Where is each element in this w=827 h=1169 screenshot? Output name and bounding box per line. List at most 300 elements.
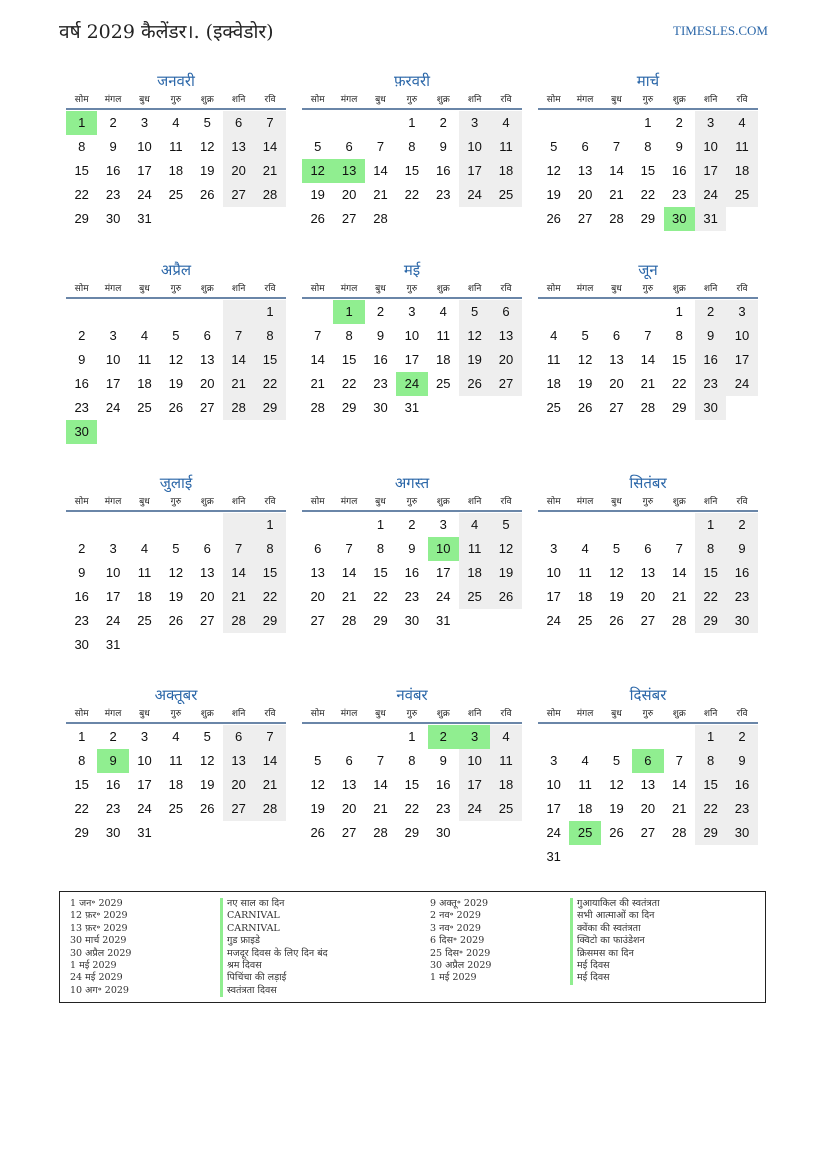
- day-cell: 12: [546, 163, 561, 178]
- weekday-label: शनि: [703, 284, 718, 294]
- day-cell: 12: [168, 352, 184, 367]
- day-grid: [302, 725, 522, 845]
- holiday-day: 25: [569, 821, 600, 845]
- empty-cell: [365, 111, 396, 135]
- weekday-label: शुक्र: [200, 497, 214, 507]
- weekday-label: शनि: [703, 95, 718, 105]
- holiday-day: 24: [396, 372, 427, 396]
- weekday-label: शुक्र: [672, 709, 686, 719]
- day-cell: 27: [609, 400, 624, 415]
- day-cell: 16: [695, 348, 726, 372]
- day-cell: 2: [675, 115, 683, 130]
- legend-entry: मजदूर दिवस के लिए दिन बंद: [220, 948, 328, 960]
- legend-entry: 1 मई 2029: [70, 959, 117, 971]
- day-cell: 14: [373, 777, 388, 792]
- day-cell: 25: [137, 400, 152, 415]
- day-cell: 19: [609, 801, 624, 816]
- day-cell: 8: [78, 139, 86, 154]
- month-calendar: [538, 684, 758, 869]
- day-cell: 17: [546, 801, 561, 816]
- day-cell: 16: [436, 163, 451, 178]
- day-cell: 20: [200, 376, 215, 391]
- legend-entry: 6 दिस॰ 2029: [430, 935, 485, 947]
- day-cell: 7: [675, 753, 683, 768]
- day-cell: 10: [105, 352, 121, 367]
- day-cell: 2: [78, 541, 86, 556]
- day-cell: 10: [404, 328, 420, 343]
- day-grid: [538, 300, 758, 420]
- month-name: दिसंबर: [629, 686, 667, 704]
- day-cell: 4: [140, 541, 149, 556]
- day-cell: 7: [376, 753, 385, 768]
- empty-cell: [632, 300, 663, 324]
- weekday-label: शुक्र: [672, 284, 686, 294]
- day-grid: [538, 111, 758, 231]
- day-cell: 3: [550, 753, 558, 768]
- day-cell: 7: [223, 537, 254, 561]
- weekday-label: गुरु: [406, 497, 418, 507]
- day-cell: 13: [640, 777, 656, 792]
- day-cell: 5: [459, 300, 490, 324]
- day-cell: 28: [254, 797, 285, 821]
- day-cell: 27: [640, 825, 656, 840]
- day-cell: 29: [254, 609, 285, 633]
- month-name: जून: [638, 261, 658, 279]
- day-cell: 30: [726, 821, 757, 845]
- day-cell: 29: [404, 825, 420, 840]
- day-cell: 17: [436, 565, 451, 580]
- day-cell: 8: [254, 324, 285, 348]
- empty-cell: [664, 513, 695, 537]
- day-cell: 30: [74, 637, 89, 652]
- empty-cell: [160, 300, 191, 324]
- day-cell: 2: [408, 517, 416, 532]
- holiday-day: 30: [664, 207, 695, 231]
- day-cell: 16: [74, 589, 89, 604]
- legend-entry: क्रिसमस का दिन: [570, 948, 660, 960]
- weekday-label: सोम: [74, 497, 89, 507]
- day-cell: 4: [439, 304, 447, 319]
- month-calendar: [302, 70, 522, 231]
- day-cell: 19: [310, 801, 325, 816]
- day-cell: 29: [74, 211, 89, 226]
- day-cell: 4: [726, 111, 757, 135]
- day-cell: 7: [675, 541, 683, 556]
- day-cell: 15: [254, 348, 285, 372]
- day-cell: 26: [546, 211, 561, 226]
- day-cell: 14: [609, 163, 624, 178]
- legend-right-dates: [430, 898, 491, 985]
- day-cell: 22: [672, 376, 687, 391]
- weekday-label: सोम: [546, 284, 561, 294]
- weekday-label: सोम: [310, 284, 325, 294]
- weekday-header: [538, 281, 758, 299]
- day-cell: 14: [341, 565, 357, 580]
- weekday-label: शुक्र: [200, 709, 214, 719]
- day-cell: 15: [373, 565, 388, 580]
- day-cell: 21: [373, 801, 388, 816]
- weekday-header: [302, 281, 522, 299]
- empty-cell: [569, 725, 600, 749]
- day-cell: 3: [726, 300, 757, 324]
- day-cell: 28: [373, 211, 388, 226]
- legend-entry: 25 दिस॰ 2029: [430, 947, 491, 959]
- weekday-label: बुध: [375, 497, 386, 507]
- day-cell: 5: [612, 541, 621, 556]
- day-cell: 13: [341, 777, 357, 792]
- day-cell: 26: [609, 613, 624, 628]
- weekday-label: शनि: [231, 284, 246, 294]
- empty-cell: [192, 513, 223, 537]
- day-cell: 24: [459, 797, 490, 821]
- day-cell: 4: [172, 729, 180, 744]
- day-cell: 19: [168, 589, 184, 604]
- weekday-label: बुध: [139, 95, 150, 105]
- weekday-label: गुरु: [406, 709, 418, 719]
- day-cell: 4: [490, 111, 521, 135]
- page-title: वर्ष 2029 कैलेंडर।. (इक्वेडोर): [59, 21, 274, 43]
- day-cell: 17: [137, 777, 152, 792]
- day-cell: 29: [672, 400, 687, 415]
- empty-cell: [66, 300, 97, 324]
- day-cell: 6: [203, 541, 211, 556]
- weekday-header: [66, 494, 286, 512]
- legend-entry: मई दिवस: [570, 960, 660, 972]
- empty-cell: [223, 513, 254, 537]
- day-grid: [302, 300, 522, 420]
- day-cell: 12: [310, 777, 325, 792]
- site-link[interactable]: TIMESLES.COM: [673, 23, 768, 38]
- day-cell: 10: [459, 135, 490, 159]
- empty-cell: [632, 725, 663, 749]
- day-cell: 15: [74, 163, 89, 178]
- weekday-label: शनि: [231, 709, 246, 719]
- day-cell: 28: [640, 400, 656, 415]
- day-cell: 22: [341, 376, 357, 391]
- day-cell: 17: [105, 376, 121, 391]
- day-cell: 28: [223, 396, 254, 420]
- day-cell: 19: [490, 561, 521, 585]
- day-cell: 5: [172, 328, 180, 343]
- day-cell: 18: [168, 777, 184, 792]
- empty-cell: [601, 300, 632, 324]
- day-cell: 25: [490, 183, 521, 207]
- day-cell: 20: [341, 187, 357, 202]
- day-cell: 26: [490, 585, 521, 609]
- day-cell: 5: [172, 541, 180, 556]
- day-cell: 4: [172, 115, 180, 130]
- month-calendar: [302, 472, 522, 633]
- weekday-label: बुध: [139, 497, 150, 507]
- day-cell: 31: [404, 400, 420, 415]
- day-cell: 26: [609, 825, 624, 840]
- day-cell: 15: [341, 352, 357, 367]
- month-calendar: [302, 684, 522, 845]
- day-cell: 27: [577, 211, 593, 226]
- day-cell: 12: [609, 565, 624, 580]
- day-cell: 28: [341, 613, 357, 628]
- day-cell: 3: [459, 111, 490, 135]
- day-cell: 22: [373, 589, 388, 604]
- weekday-label: रवि: [264, 497, 276, 507]
- day-cell: 7: [254, 111, 285, 135]
- weekday-header: [66, 706, 286, 724]
- month-calendar: [302, 259, 522, 420]
- day-cell: 2: [78, 328, 86, 343]
- day-cell: 3: [140, 115, 149, 130]
- day-cell: 19: [200, 777, 215, 792]
- weekday-label: शुक्र: [200, 284, 214, 294]
- weekday-label: बुध: [611, 284, 622, 294]
- day-cell: 21: [254, 773, 285, 797]
- day-cell: 23: [74, 400, 89, 415]
- day-cell: 30: [105, 211, 121, 226]
- day-cell: 3: [695, 111, 726, 135]
- day-cell: 11: [578, 565, 592, 580]
- day-cell: 29: [695, 821, 726, 845]
- weekday-label: गुरु: [642, 497, 654, 507]
- day-cell: 23: [105, 801, 121, 816]
- day-cell: 3: [408, 304, 416, 319]
- day-cell: 20: [223, 159, 254, 183]
- day-cell: 11: [546, 352, 561, 367]
- empty-cell: [538, 111, 569, 135]
- legend-entry: 30 अप्रैल 2029: [430, 959, 492, 971]
- weekday-label: बुध: [375, 95, 386, 105]
- day-cell: 13: [310, 565, 325, 580]
- legend-entry: श्रम दिवस: [220, 960, 328, 972]
- day-cell: 18: [490, 159, 521, 183]
- day-cell: 25: [168, 801, 184, 816]
- weekday-label: बुध: [611, 709, 622, 719]
- day-cell: 15: [404, 777, 420, 792]
- day-cell: 26: [168, 400, 184, 415]
- day-cell: 23: [74, 613, 89, 628]
- month-calendar: [538, 70, 758, 231]
- day-cell: 1: [376, 517, 385, 532]
- empty-cell: [192, 300, 223, 324]
- day-cell: 26: [200, 801, 215, 816]
- weekday-label: रवि: [500, 497, 512, 507]
- day-cell: 7: [644, 328, 652, 343]
- day-cell: 4: [490, 725, 521, 749]
- weekday-label: शुक्र: [436, 284, 450, 294]
- day-cell: 9: [376, 328, 385, 343]
- day-cell: 17: [726, 348, 757, 372]
- day-cell: 16: [672, 163, 687, 178]
- month-name: अगस्त: [394, 474, 430, 492]
- weekday-label: रवि: [264, 95, 276, 105]
- day-cell: 6: [490, 300, 521, 324]
- empty-cell: [664, 725, 695, 749]
- month-name: अप्रैल: [160, 261, 192, 279]
- day-cell: 12: [577, 352, 593, 367]
- day-cell: 20: [490, 348, 521, 372]
- day-cell: 21: [672, 801, 687, 816]
- day-cell: 11: [490, 135, 521, 159]
- legend-entry: पिचिंचा की लड़ाई: [220, 972, 328, 984]
- day-cell: 6: [345, 753, 353, 768]
- empty-cell: [333, 111, 364, 135]
- weekday-label: शनि: [703, 709, 718, 719]
- day-grid: [66, 513, 286, 657]
- day-cell: 16: [726, 561, 757, 585]
- empty-cell: [569, 513, 600, 537]
- weekday-label: गुरु: [170, 284, 182, 294]
- day-cell: 30: [726, 609, 757, 633]
- day-cell: 10: [137, 139, 152, 154]
- day-grid: [302, 513, 522, 633]
- day-cell: 9: [695, 324, 726, 348]
- day-cell: 8: [408, 139, 416, 154]
- weekday-header: [302, 494, 522, 512]
- month-calendar: [66, 259, 286, 444]
- weekday-label: गुरु: [406, 95, 418, 105]
- day-cell: 19: [310, 187, 325, 202]
- holiday-day: 6: [632, 749, 663, 773]
- day-cell: 15: [254, 561, 285, 585]
- weekday-label: सोम: [310, 95, 325, 105]
- day-cell: 8: [254, 537, 285, 561]
- day-cell: 1: [254, 300, 285, 324]
- day-cell: 19: [200, 163, 215, 178]
- day-cell: 25: [436, 376, 451, 391]
- weekday-label: शनि: [467, 497, 482, 507]
- day-cell: 22: [74, 801, 89, 816]
- day-cell: 18: [577, 589, 593, 604]
- day-cell: 29: [74, 825, 89, 840]
- day-cell: 4: [550, 328, 558, 343]
- day-cell: 6: [314, 541, 322, 556]
- weekday-label: शनि: [703, 497, 718, 507]
- legend-entry: गुआयाकिल की स्वतंत्रता: [570, 898, 660, 910]
- day-cell: 15: [695, 561, 726, 585]
- day-cell: 27: [341, 825, 357, 840]
- holiday-day: 1: [66, 111, 97, 135]
- day-cell: 9: [78, 352, 86, 367]
- day-cell: 23: [105, 187, 121, 202]
- day-cell: 14: [223, 348, 254, 372]
- day-cell: 14: [254, 749, 285, 773]
- day-grid: [538, 725, 758, 869]
- weekday-header: [538, 92, 758, 110]
- day-cell: 18: [137, 589, 152, 604]
- day-cell: 19: [577, 376, 593, 391]
- day-cell: 25: [726, 183, 757, 207]
- day-cell: 19: [546, 187, 561, 202]
- weekday-header: [66, 92, 286, 110]
- weekday-label: रवि: [264, 709, 276, 719]
- day-cell: 24: [137, 801, 152, 816]
- day-cell: 30: [373, 400, 388, 415]
- day-cell: 1: [644, 115, 652, 130]
- legend-entry: 1 मई 2029: [430, 972, 477, 984]
- day-cell: 6: [203, 328, 211, 343]
- day-cell: 24: [546, 825, 561, 840]
- day-grid: [66, 300, 286, 444]
- day-cell: 14: [373, 163, 388, 178]
- day-cell: 18: [546, 376, 561, 391]
- day-cell: 31: [546, 849, 561, 864]
- day-cell: 20: [577, 187, 593, 202]
- day-cell: 9: [675, 139, 683, 154]
- day-cell: 7: [254, 725, 285, 749]
- day-cell: 23: [695, 372, 726, 396]
- weekday-label: शनि: [231, 497, 246, 507]
- weekday-label: शुक्र: [672, 95, 686, 105]
- day-cell: 15: [74, 777, 89, 792]
- weekday-label: रवि: [736, 709, 748, 719]
- day-cell: 22: [254, 372, 285, 396]
- day-cell: 30: [404, 613, 420, 628]
- day-cell: 13: [200, 352, 215, 367]
- day-cell: 27: [223, 797, 254, 821]
- day-cell: 14: [254, 135, 285, 159]
- day-cell: 18: [436, 352, 451, 367]
- day-grid: [538, 513, 758, 633]
- day-cell: 8: [408, 753, 416, 768]
- day-cell: 31: [137, 211, 152, 226]
- day-cell: 20: [640, 801, 656, 816]
- weekday-label: सोम: [546, 95, 561, 105]
- weekday-label: सोम: [74, 284, 89, 294]
- day-cell: 20: [200, 589, 215, 604]
- empty-cell: [365, 725, 396, 749]
- day-cell: 19: [459, 348, 490, 372]
- day-cell: 6: [345, 139, 353, 154]
- day-cell: 16: [74, 376, 89, 391]
- day-cell: 8: [675, 328, 683, 343]
- day-cell: 12: [200, 753, 215, 768]
- day-cell: 5: [550, 139, 558, 154]
- weekday-header: [302, 706, 522, 724]
- day-cell: 11: [169, 139, 183, 154]
- day-cell: 8: [695, 537, 726, 561]
- day-cell: 22: [695, 797, 726, 821]
- day-cell: 6: [223, 111, 254, 135]
- day-cell: 10: [459, 749, 490, 773]
- weekday-label: बुध: [375, 284, 386, 294]
- day-cell: 27: [640, 613, 656, 628]
- weekday-label: शुक्र: [436, 95, 450, 105]
- day-cell: 25: [490, 797, 521, 821]
- day-cell: 13: [577, 163, 593, 178]
- day-cell: 23: [436, 187, 451, 202]
- holiday-day: 13: [333, 159, 364, 183]
- day-cell: 21: [373, 187, 388, 202]
- day-cell: 4: [581, 541, 589, 556]
- holiday-day: 2: [428, 725, 459, 749]
- legend-entry: 9 अक्तू॰ 2029: [430, 898, 489, 909]
- empty-cell: [601, 725, 632, 749]
- weekday-label: मंगल: [340, 497, 358, 507]
- day-cell: 26: [577, 400, 593, 415]
- month-calendar: [538, 259, 758, 420]
- day-cell: 22: [404, 801, 420, 816]
- legend-entry: गुड फ्राइडे: [220, 935, 328, 947]
- day-cell: 24: [137, 187, 152, 202]
- weekday-label: शनि: [467, 709, 482, 719]
- legend-entry: नए साल का दिन: [220, 898, 328, 910]
- day-grid: [66, 725, 286, 845]
- empty-cell: [302, 300, 333, 324]
- legend-right-names: [570, 898, 660, 985]
- weekday-label: मंगल: [104, 284, 122, 294]
- day-cell: 10: [546, 777, 561, 792]
- day-cell: 9: [408, 541, 416, 556]
- empty-cell: [333, 725, 364, 749]
- day-cell: 11: [169, 753, 183, 768]
